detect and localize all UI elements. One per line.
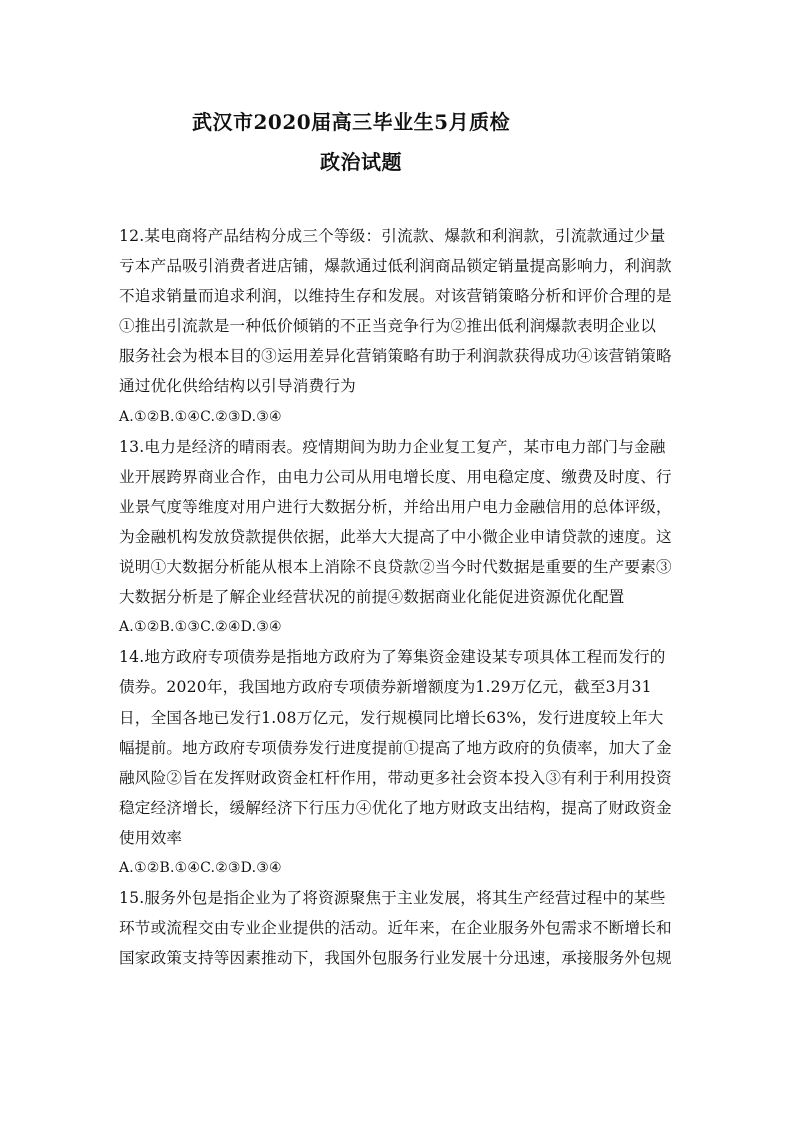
text-line: 说明①大数据分析能从根本上消除不良贷款②当今时代数据是重要的生产要素③	[119, 558, 672, 577]
text-line: 12.某电商将产品结构分成三个等级：引流款、爆款和利润款，引流款通过少量	[119, 227, 666, 245]
page-subtitle: 政治试题	[320, 150, 402, 174]
text-line: ①推出引流款是一种低价倾销的不正当竞争行为②推出低利润爆款表明企业以	[119, 317, 656, 336]
question-body	[119, 221, 681, 973]
text-line: 15.服务外包是指企业为了将资源聚焦于主业发展，将其生产经营过程中的某些	[119, 889, 666, 908]
text-line: 通过优化供给结构以引导消费行为	[119, 377, 356, 396]
text-line: 13.电力是经济的晴雨表。疫情期间为助力企业复工复产，某市电力部门与金融	[119, 437, 666, 456]
text-line: 大数据分析是了解企业经营状况的前提④数据商业化能促进资源优化配置	[119, 588, 625, 607]
text-line: 国家政策支持等因素推动下，我国外包服务行业发展十分迅速，承接服务外包规	[119, 949, 672, 968]
text-line: 日，全国各地已发行1.08万亿元，发行规模同比增长63%，发行进度较上年大	[119, 708, 664, 727]
answer-options: A.①②B.①③C.②④D.③④	[119, 619, 282, 636]
text-line: 幅提前。地方政府专项债券发行进度提前①提高了地方政府的负债率，加大了金	[119, 738, 672, 757]
text-line: 业景气度等维度对用户进行大数据分析，并给出用户电力金融信用的总体评级，	[119, 497, 672, 516]
text-line: 为金融机构发放贷款提供依据，此举大大提高了中小微企业申请贷款的速度。这	[119, 527, 672, 546]
text-line: 使用效率	[119, 828, 183, 847]
text-line: 债券。2020年，我国地方政府专项债券新增额度为1.29万亿元，截至3月31	[119, 678, 652, 697]
page-title: 武汉市2020届高三毕业生5月质检	[192, 110, 511, 134]
text-line: 服务社会为根本目的③运用差异化营销策略有助于利润款获得成功④该营销策略	[119, 347, 672, 366]
answer-options: A.①②B.①④C.②③D.③④	[119, 408, 282, 425]
answer-options: A.①②B.①④C.②③D.③④	[119, 859, 282, 876]
text-line: 融风险②旨在发挥财政资金杠杆作用，带动更多社会资本投入③有利于利用投资	[119, 768, 672, 787]
text-line: 业开展跨界商业合作，由电力公司从用电增长度、用电稳定度、缴费及时度、行	[119, 467, 672, 486]
text-line: 亏本产品吸引消费者进店铺，爆款通过低利润商品锁定销量提高影响力，利润款	[119, 257, 672, 276]
text-line: 环节或流程交由专业企业提供的活动。近年来，在企业服务外包需求不断增长和	[119, 919, 672, 938]
text-line: 稳定经济增长，缓解经济下行压力④优化了地方财政支出结构，提高了财政资金	[119, 798, 672, 817]
text-line: 不追求销量而追求利润，以维持生存和发展。对该营销策略分析和评价合理的是	[119, 287, 672, 306]
text-line: 14.地方政府专项债券是指地方政府为了筹集资金建设某专项具体工程而发行的	[119, 648, 666, 667]
